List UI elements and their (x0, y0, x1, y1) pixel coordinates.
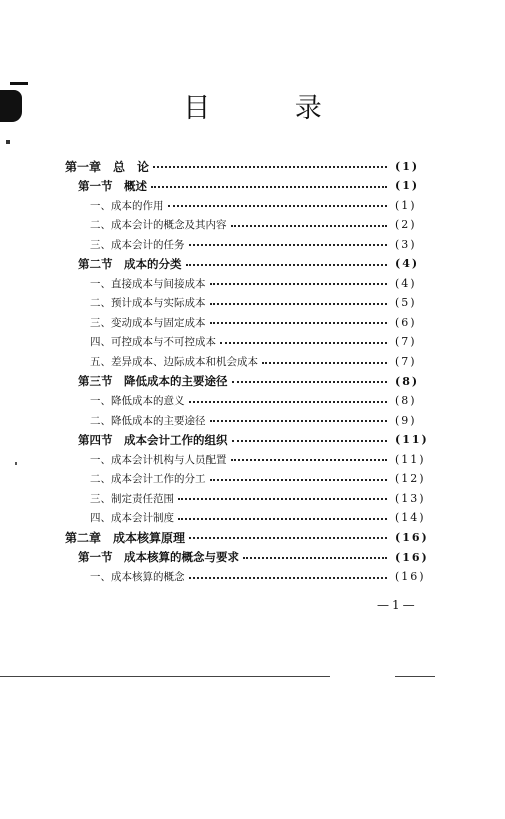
toc-entry-page: (16) (395, 550, 429, 564)
toc-dot-leader (262, 362, 387, 364)
scan-rule-line (395, 676, 435, 677)
toc-entry-label: 第一节 概述 (78, 178, 147, 193)
toc-entry-page: (1) (395, 159, 420, 173)
page-number: —1— (377, 598, 418, 612)
toc-dot-leader (189, 577, 388, 579)
toc-entry-page: (7) (395, 355, 417, 368)
toc-entry-page: (4) (395, 257, 420, 271)
toc-entry-page: (11) (395, 433, 429, 447)
toc-dot-leader (231, 459, 388, 461)
toc-dot-leader (189, 244, 388, 246)
toc-dot-leader (220, 342, 387, 344)
toc-entry (90, 196, 433, 214)
toc-entry (90, 235, 433, 253)
toc-entry-page: (6) (395, 315, 417, 329)
toc-dot-leader (210, 420, 388, 422)
toc-dot-leader (232, 381, 388, 383)
toc-entry (90, 353, 433, 371)
toc-entry-page: (7) (395, 335, 417, 349)
toc-dot-leader (189, 401, 388, 403)
toc-entry (90, 216, 433, 234)
toc-entry-label: 第四节 成本会计工作的组织 (78, 432, 228, 447)
toc-entry (90, 509, 433, 527)
toc-dot-leader (153, 166, 387, 168)
toc-entry (65, 528, 433, 546)
toc-entry-label: 四、可控成本与不可控成本 (90, 336, 216, 349)
scan-speck (15, 462, 17, 465)
toc-entry (90, 313, 433, 331)
toc-entry-page: (11) (395, 452, 426, 466)
toc-entry-label: 三、成本会计的任务 (90, 238, 185, 251)
scan-speck (6, 140, 10, 144)
toc-dot-leader (210, 322, 388, 324)
toc-entry-label: 五、差异成本、边际成本和机会成本 (90, 356, 258, 368)
toc-entry-label: 第三节 降低成本的主要途径 (78, 374, 228, 389)
toc-dot-leader (168, 205, 388, 207)
toc-entry (90, 489, 433, 507)
toc-entry-page: (5) (395, 296, 417, 310)
toc-dot-leader (186, 264, 388, 266)
toc-entry-label: 二、预计成本与实际成本 (90, 297, 206, 310)
toc-entry-label: 三、制定责任范围 (90, 492, 174, 505)
toc-entry-label: 第二章 成本核算原理 (65, 530, 186, 545)
page-title: 目 录 (183, 93, 360, 124)
toc-dot-leader (210, 303, 388, 305)
toc-dot-leader (243, 557, 387, 559)
toc-entry-page: (16) (395, 530, 429, 544)
toc-entry-label: 第二节 成本的分类 (78, 256, 182, 271)
toc-entry-page: (12) (395, 472, 426, 486)
toc-entry (90, 333, 433, 351)
toc-dot-leader (189, 537, 387, 539)
toc-entry (90, 450, 433, 468)
toc-dot-leader (210, 479, 388, 481)
toc-entry-page: (8) (395, 374, 420, 388)
toc-entry-page: (1) (395, 198, 417, 212)
toc-entry-label: 一、成本核算的概念 (90, 571, 185, 584)
toc-dot-leader (231, 225, 388, 227)
toc-entry (90, 274, 433, 292)
toc-entry (65, 157, 433, 175)
toc-entry-label: 一、直接成本与间接成本 (90, 277, 206, 290)
toc-entry-label: 第一章 总 论 (65, 159, 150, 174)
toc-entry (78, 431, 433, 449)
toc-dot-leader (151, 186, 387, 188)
toc-entry-label: 第一节 成本核算的概念与要求 (78, 550, 239, 564)
toc-entry (78, 255, 433, 273)
toc-entry-page: (16) (395, 570, 426, 584)
toc-entry-label: 一、成本会计机构与人员配置 (90, 453, 227, 466)
toc-entry (90, 392, 433, 410)
toc-entry (90, 411, 433, 429)
toc-entry-page: (1) (395, 179, 420, 193)
toc-entry-label: 一、降低成本的意义 (90, 395, 185, 408)
toc-dot-leader (210, 283, 388, 285)
toc-dot-leader (178, 498, 387, 500)
toc-entry (90, 470, 433, 488)
toc-entry-page: (9) (395, 413, 417, 427)
toc-entry-label: 一、成本的作用 (90, 199, 164, 212)
scan-edge-mark (10, 82, 28, 85)
toc-entry-page: (14) (395, 511, 426, 525)
toc-entry-page: (8) (395, 394, 417, 408)
toc-entry (78, 372, 433, 390)
scan-rule-line (0, 676, 330, 677)
toc-entry-label: 三、变动成本与固定成本 (90, 316, 206, 329)
toc-entry-page: (13) (395, 491, 426, 505)
toc-entry-label: 四、成本会计制度 (90, 512, 174, 525)
toc-entry-page: (3) (395, 237, 417, 251)
toc-dot-leader (232, 440, 388, 442)
toc-entry-label: 二、降低成本的主要途径 (90, 414, 206, 427)
toc-dot-leader (178, 518, 387, 520)
toc-entry-label: 二、成本会计的概念及其内容 (90, 219, 227, 232)
toc-entry-page: (2) (395, 218, 417, 232)
toc-entry (90, 294, 433, 312)
toc-entry-label: 二、成本会计工作的分工 (90, 473, 206, 486)
toc-entry-page: (4) (395, 276, 417, 290)
toc-entry (78, 548, 433, 566)
toc-entry (78, 177, 433, 195)
toc-entry (90, 568, 433, 586)
